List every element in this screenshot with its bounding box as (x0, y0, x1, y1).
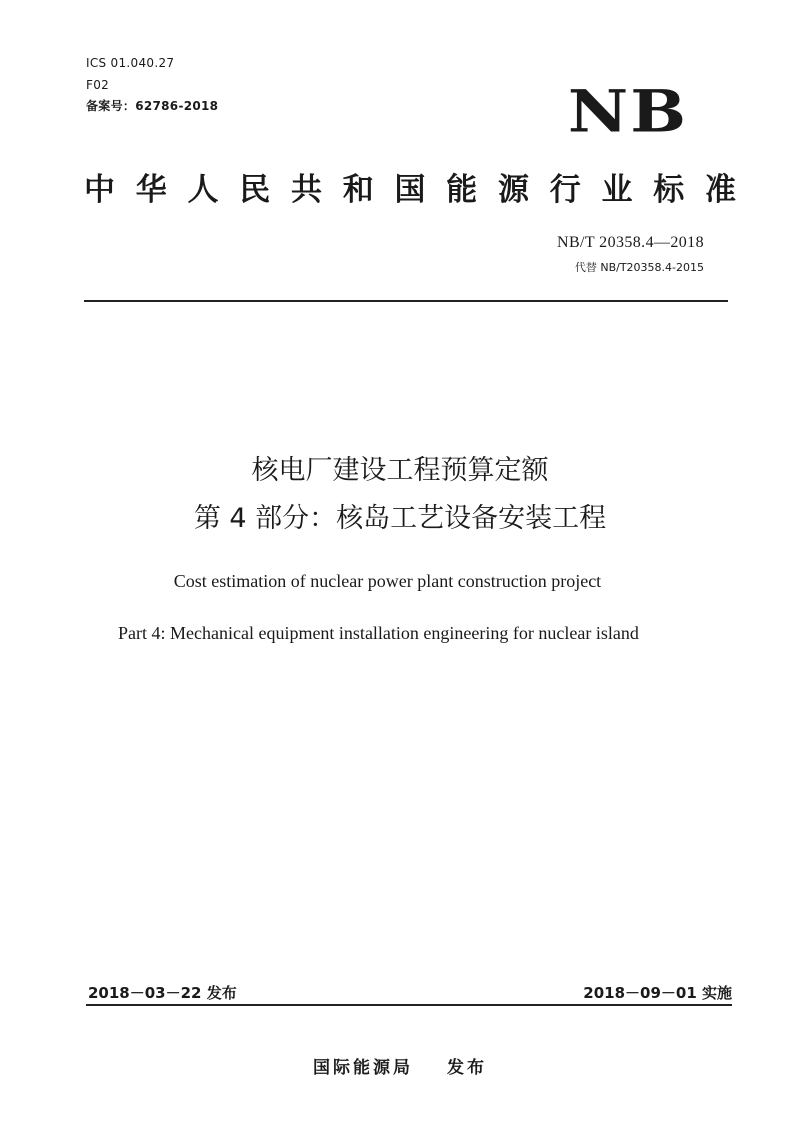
standard-category-title (84, 170, 736, 210)
ics-code: ICS 01.040.27 (86, 56, 175, 70)
english-title-line-1: Cost estimation of nuclear power plant construction project (173, 571, 602, 591)
record-number: 备案号：62786-2018 (86, 99, 219, 113)
english-title-line-2: Part 4: Mechanical equipment installation engineering for nuclear island (118, 623, 639, 643)
category-title-char: 国 (394, 172, 426, 208)
footer-divider (86, 1004, 732, 1006)
publish-action: 发布 (447, 1058, 487, 1078)
header-divider (84, 300, 728, 302)
category-title-char: 业 (601, 172, 633, 208)
category-title-char: 源 (498, 172, 529, 208)
category-title-char: 人 (187, 172, 219, 208)
replaced-standard: 代替 NB/T20358.4-2015 (574, 261, 704, 274)
category-title-char: 标 (653, 172, 685, 208)
category-title-char: 中 (84, 172, 115, 208)
category-title-char: 共 (291, 172, 322, 208)
category-title-char: 民 (239, 172, 271, 208)
ccs-code: F02 (86, 78, 110, 92)
publisher-line (0, 1057, 800, 1079)
category-title-char: 准 (705, 172, 736, 208)
implementation-date: 2018－09－01 实施 (583, 984, 732, 1002)
chinese-title-line-1: 核电厂建设工程预算定额 (251, 455, 549, 486)
category-title-char: 能 (446, 172, 478, 208)
category-title-char: 和 (342, 172, 374, 208)
issue-date: 2018－03－22 发布 (88, 984, 237, 1002)
category-title-char: 华 (135, 172, 167, 208)
category-title-char: 行 (549, 172, 581, 208)
publisher-name: 国际能源局 (313, 1058, 413, 1078)
nb-logo: NB (567, 76, 688, 146)
chinese-title-line-2: 第 4 部分：核岛工艺设备安装工程 (193, 503, 607, 534)
standard-number: NB/T 20358.4—2018 (557, 234, 704, 251)
